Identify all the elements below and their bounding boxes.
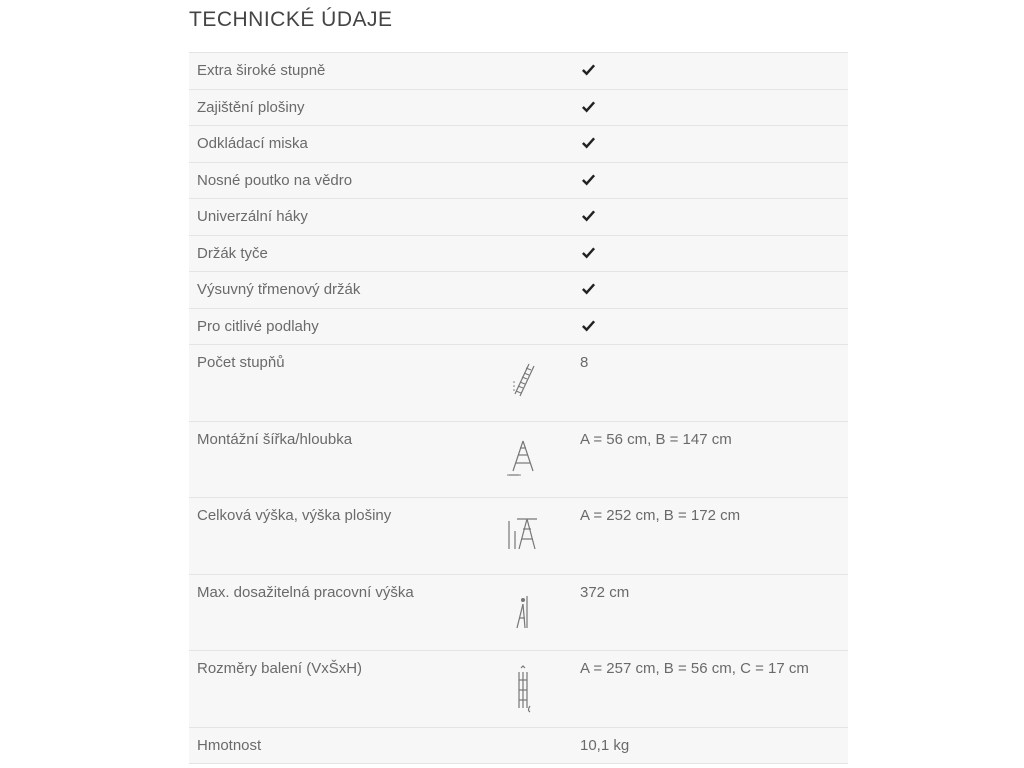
checkmark-icon: [581, 99, 596, 114]
working-height-icon: [503, 586, 543, 640]
spec-label: Celková výška, výška plošiny: [197, 507, 392, 524]
checkmark-icon: [581, 62, 596, 77]
spec-row: [189, 498, 848, 575]
spec-row: [189, 575, 848, 652]
spec-row: [189, 52, 848, 90]
checkmark-icon: [581, 281, 596, 296]
spec-row: [189, 651, 848, 728]
ladder-width-depth-icon: [503, 433, 543, 487]
checkmark-icon: [581, 135, 596, 150]
spec-label: Rozměry balení (VxŠxH): [197, 660, 363, 677]
spec-row: [189, 422, 848, 499]
spec-label: Max. dosažitelná pracovní výška: [197, 583, 414, 601]
spec-label: Odkládací miska: [197, 135, 308, 152]
checkmark-icon: [581, 318, 596, 333]
spec-label: Výsuvný třmenový držák: [197, 281, 361, 298]
spec-value: 8: [580, 354, 589, 371]
spec-row: [189, 236, 848, 273]
spec-row: [189, 90, 848, 127]
spec-label: Hmotnost: [197, 736, 262, 754]
specs-table: [189, 52, 848, 764]
spec-label: Pro citlivé podlahy: [197, 317, 319, 335]
spec-label: Zajištění plošiny: [197, 98, 305, 116]
spec-label: Počet stupňů: [197, 354, 285, 371]
spec-row: [189, 163, 848, 200]
spec-value: 372 cm: [580, 583, 630, 601]
page-title: TECHNICKÉ ÚDAJE: [189, 8, 393, 31]
spec-label: Univerzální háky: [197, 208, 308, 225]
ladder-height-icon: [503, 509, 543, 563]
spec-value: A = 252 cm, B = 172 cm: [580, 507, 741, 524]
spec-row: [189, 345, 848, 422]
package-dimensions-icon: [503, 662, 543, 716]
checkmark-icon: [581, 208, 596, 223]
spec-value: A = 257 cm, B = 56 cm, C = 17 cm: [580, 660, 809, 677]
checkmark-icon: [581, 245, 596, 260]
spec-label: Extra široké stupně: [197, 62, 326, 79]
spec-label: Nosné poutko na vědro: [197, 171, 353, 189]
spec-value: 10,1 kg: [580, 736, 630, 754]
ladder-steps-icon: [503, 356, 543, 410]
spec-row: [189, 728, 848, 765]
spec-row: [189, 309, 848, 346]
spec-label: Montážní šířka/hloubka: [197, 430, 353, 448]
spec-row: [189, 126, 848, 163]
spec-value: A = 56 cm, B = 147 cm: [580, 430, 732, 448]
spec-label: Držák tyče: [197, 244, 268, 262]
spec-row: [189, 199, 848, 236]
spec-row: [189, 272, 848, 309]
checkmark-icon: [581, 172, 596, 187]
